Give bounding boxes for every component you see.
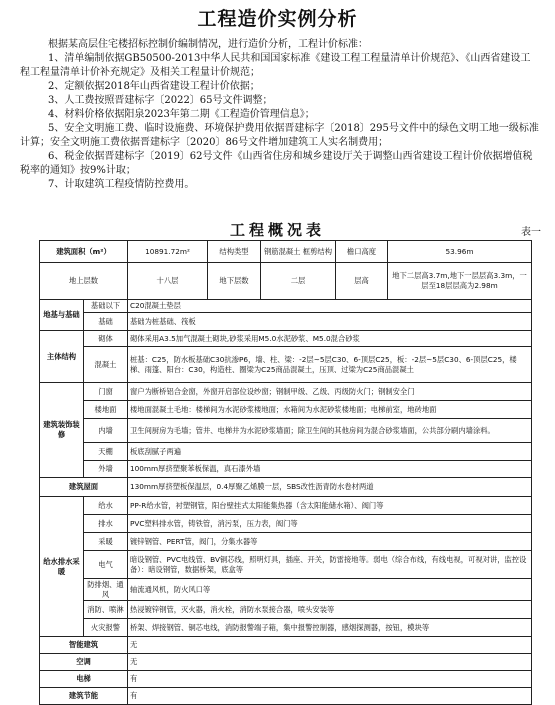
cell-item-label: 砌体 bbox=[84, 331, 128, 347]
table-row bbox=[40, 515, 532, 533]
cell-item-label: 天棚 bbox=[84, 443, 128, 461]
table-row bbox=[40, 551, 532, 579]
project-overview-table bbox=[39, 240, 532, 705]
cell-item-label: 楼地面 bbox=[84, 401, 128, 419]
item-5: 5、安全文明施工费、临时设施费、环境保护费用依据晋建标字〔2018〕295号文件中的绿色文明工地一级标准计算；安全文明施工费依据晋建标字〔2020〕86号文件增加建筑工人实名制费用； bbox=[20, 123, 539, 148]
table-number: 表一 bbox=[521, 227, 541, 238]
cell-floor-height-value: 地下二层高3.7m,地下一层层高3.3m，一层至18层层高为2.98m bbox=[388, 263, 532, 300]
item-1: 1、清单编制依据GB50500-2013中华人民共和国国家标准《建设工程工程量清单计价规范》、《山西省建设工程工程量清单计价补充规定》及相关工程量计价规范； bbox=[20, 53, 531, 78]
cell-area-value: 10891.72m² bbox=[128, 241, 208, 263]
cell-item-desc: 窗户为断桥铝合金窗，外窗开启部位设纱窗；钢制甲级、乙级、丙级防火门；钢制安全门 bbox=[128, 383, 532, 401]
table-row bbox=[40, 579, 532, 601]
table-row bbox=[40, 383, 532, 401]
table-row bbox=[40, 637, 532, 654]
document-body bbox=[20, 38, 540, 192]
item-6: 6、税金依据晋建标字〔2019〕62号文件《山西省住房和城乡建设厅关于调整山西省建设工程计价依据增值税税率的通知》按9%计取； bbox=[20, 151, 533, 176]
cell-item-desc: 镀锌钢管、PERT管，阀门，分集水器等 bbox=[128, 533, 532, 551]
cell-above-floors-label: 地上层数 bbox=[40, 263, 128, 300]
cell-above-floors-value: 十八层 bbox=[128, 263, 208, 300]
cell-tail-value: 有 bbox=[128, 688, 532, 705]
cell-item-label: 基础 bbox=[84, 313, 128, 331]
table-header bbox=[0, 219, 555, 241]
table-row bbox=[40, 347, 532, 383]
cell-item-desc: 基础为桩基础、筏板 bbox=[128, 313, 532, 331]
cell-item-desc: 卫生间厨房为毛墙；管井、电梯井为水泥砂浆墙面；除卫生间的其他房间为混合砂浆墙面，公共部分刷内墙涂料。 bbox=[128, 419, 532, 443]
cell-tail-label: 电梯 bbox=[40, 671, 128, 688]
cell-item-desc: 桩基：C25，防水板基础C30抗渗P6，墙、柱、梁：-2层~5层C30、6-顶层C25，板：-2层~5层C30、6-顶层C25，楼梯、雨篷、阳台：C30，构造柱、圈梁为C25商品混凝土，压顶、过梁为C25商品混凝土 bbox=[128, 347, 532, 383]
cell-item-label: 消防、喷淋 bbox=[84, 601, 128, 619]
table-title: 工程概况表 bbox=[229, 221, 325, 239]
cell-roof-label: 建筑屋面 bbox=[40, 478, 128, 497]
table-row bbox=[40, 331, 532, 347]
table-row bbox=[40, 688, 532, 705]
table-row bbox=[40, 478, 532, 497]
cell-item-label: 采暖 bbox=[84, 533, 128, 551]
cell-item-label: 给水 bbox=[84, 497, 128, 515]
table-row bbox=[40, 443, 532, 461]
cell-tail-value: 无 bbox=[128, 637, 532, 654]
group-decoration: 建筑装饰装修 bbox=[40, 383, 84, 478]
cell-item-desc: 楼地面混凝土毛地：楼梯间为水泥砂浆楼地面；水箱间为水泥砂浆楼地面；电梯前室，地砖地面 bbox=[128, 401, 532, 419]
table-row bbox=[40, 419, 532, 443]
group-foundation: 地基与基础 bbox=[40, 300, 84, 331]
cell-item-label: 外墙 bbox=[84, 461, 128, 478]
cell-structure-value: 钢筋混凝土 框剪结构 bbox=[261, 241, 336, 263]
cell-item-label: 混凝土 bbox=[84, 347, 128, 383]
cell-item-desc: C20混凝土垫层 bbox=[128, 300, 532, 313]
cell-floor-height-label: 层高 bbox=[336, 263, 388, 300]
cell-item-desc: PP-R给水管，衬塑钢管，阳台壁挂式太阳能集热器（含太阳能储水箱）、阀门等 bbox=[128, 497, 532, 515]
table-row bbox=[40, 654, 532, 671]
cell-tail-value: 无 bbox=[128, 654, 532, 671]
cell-tail-label: 空调 bbox=[40, 654, 128, 671]
cell-item-label: 防排烟、通风 bbox=[84, 579, 128, 601]
item-4: 4、材料价格依据阳泉2023年第二期《工程造价管理信息》； bbox=[48, 109, 315, 120]
cell-tail-value: 有 bbox=[128, 671, 532, 688]
cell-item-desc: 桥架、焊接钢管、铜芯电线，消防报警端子箱，集中报警控制器，感烟探测器，按钮，模块等 bbox=[128, 619, 532, 637]
cell-item-desc: 暗设钢管、PVC电线管、BV铜芯线，照明灯具，插座、开关，防雷接地等。弱电（综合布线，有线电视，可视对讲，监控设备）：暗设钢管，数据桥架，底盒等 bbox=[128, 551, 532, 579]
cell-item-desc: 板底刮腻子两遍 bbox=[128, 443, 532, 461]
cell-item-label: 内墙 bbox=[84, 419, 128, 443]
cell-tail-label: 建筑节能 bbox=[40, 688, 128, 705]
table-row bbox=[40, 497, 532, 515]
item-2: 2、定额依据2018年山西省建设工程计价依据； bbox=[48, 81, 260, 92]
cell-roof-desc: 130mm厚挤塑板保温层，0.4厚聚乙烯膜一层，SBS改性沥青防水卷材两道 bbox=[128, 478, 532, 497]
cell-item-label: 火灾报警 bbox=[84, 619, 128, 637]
item-3: 3、人工费按照晋建标字〔2022〕65号文件调整； bbox=[48, 95, 273, 106]
cell-item-desc: 轴流通风机，防火风口等 bbox=[128, 579, 532, 601]
cell-eave-value: 53.96m bbox=[388, 241, 532, 263]
cell-item-label: 电气 bbox=[84, 551, 128, 579]
table-row bbox=[40, 263, 532, 300]
table-row bbox=[40, 300, 532, 313]
cell-structure-label: 结构类型 bbox=[208, 241, 261, 263]
table-row bbox=[40, 461, 532, 478]
cell-item-desc: 砌体采用A3.5加气混凝土砌块,砂浆采用M5.0水泥砂浆、M5.0混合砂浆 bbox=[128, 331, 532, 347]
item-7: 7、计取建筑工程疫情防控费用。 bbox=[48, 179, 195, 190]
table-row bbox=[40, 671, 532, 688]
cell-item-desc: PVC塑料排水管，铸铁管，消污泵，压力表，阀门等 bbox=[128, 515, 532, 533]
cell-eave-label: 檐口高度 bbox=[336, 241, 388, 263]
intro-paragraph: 根据某高层住宅楼招标控制价编制情况，进行造价分析，工程计价标准： bbox=[48, 39, 368, 50]
document-title: 工程造价实例分析 bbox=[197, 8, 358, 30]
table-row bbox=[40, 601, 532, 619]
table-row bbox=[40, 619, 532, 637]
table-row bbox=[40, 241, 532, 263]
cell-area-label: 建筑面积（m²） bbox=[40, 241, 128, 263]
group-mep: 给水排水采暖 bbox=[40, 497, 84, 637]
group-main-structure: 主体结构 bbox=[40, 331, 84, 383]
cell-item-desc: 100mm厚挤塑聚苯板保温，真石漆外墙 bbox=[128, 461, 532, 478]
cell-item-label: 门窗 bbox=[84, 383, 128, 401]
cell-below-floors-value: 二层 bbox=[261, 263, 336, 300]
table-row bbox=[40, 401, 532, 419]
cell-item-label: 排水 bbox=[84, 515, 128, 533]
table-row bbox=[40, 313, 532, 331]
cell-item-desc: 热浸镀锌钢管，灭火器，消火栓，消防水泵接合器，喷头安装等 bbox=[128, 601, 532, 619]
table-row bbox=[40, 533, 532, 551]
cell-below-floors-label: 地下层数 bbox=[208, 263, 261, 300]
cell-item-label: 基础以下 bbox=[84, 300, 128, 313]
cell-tail-label: 智能建筑 bbox=[40, 637, 128, 654]
